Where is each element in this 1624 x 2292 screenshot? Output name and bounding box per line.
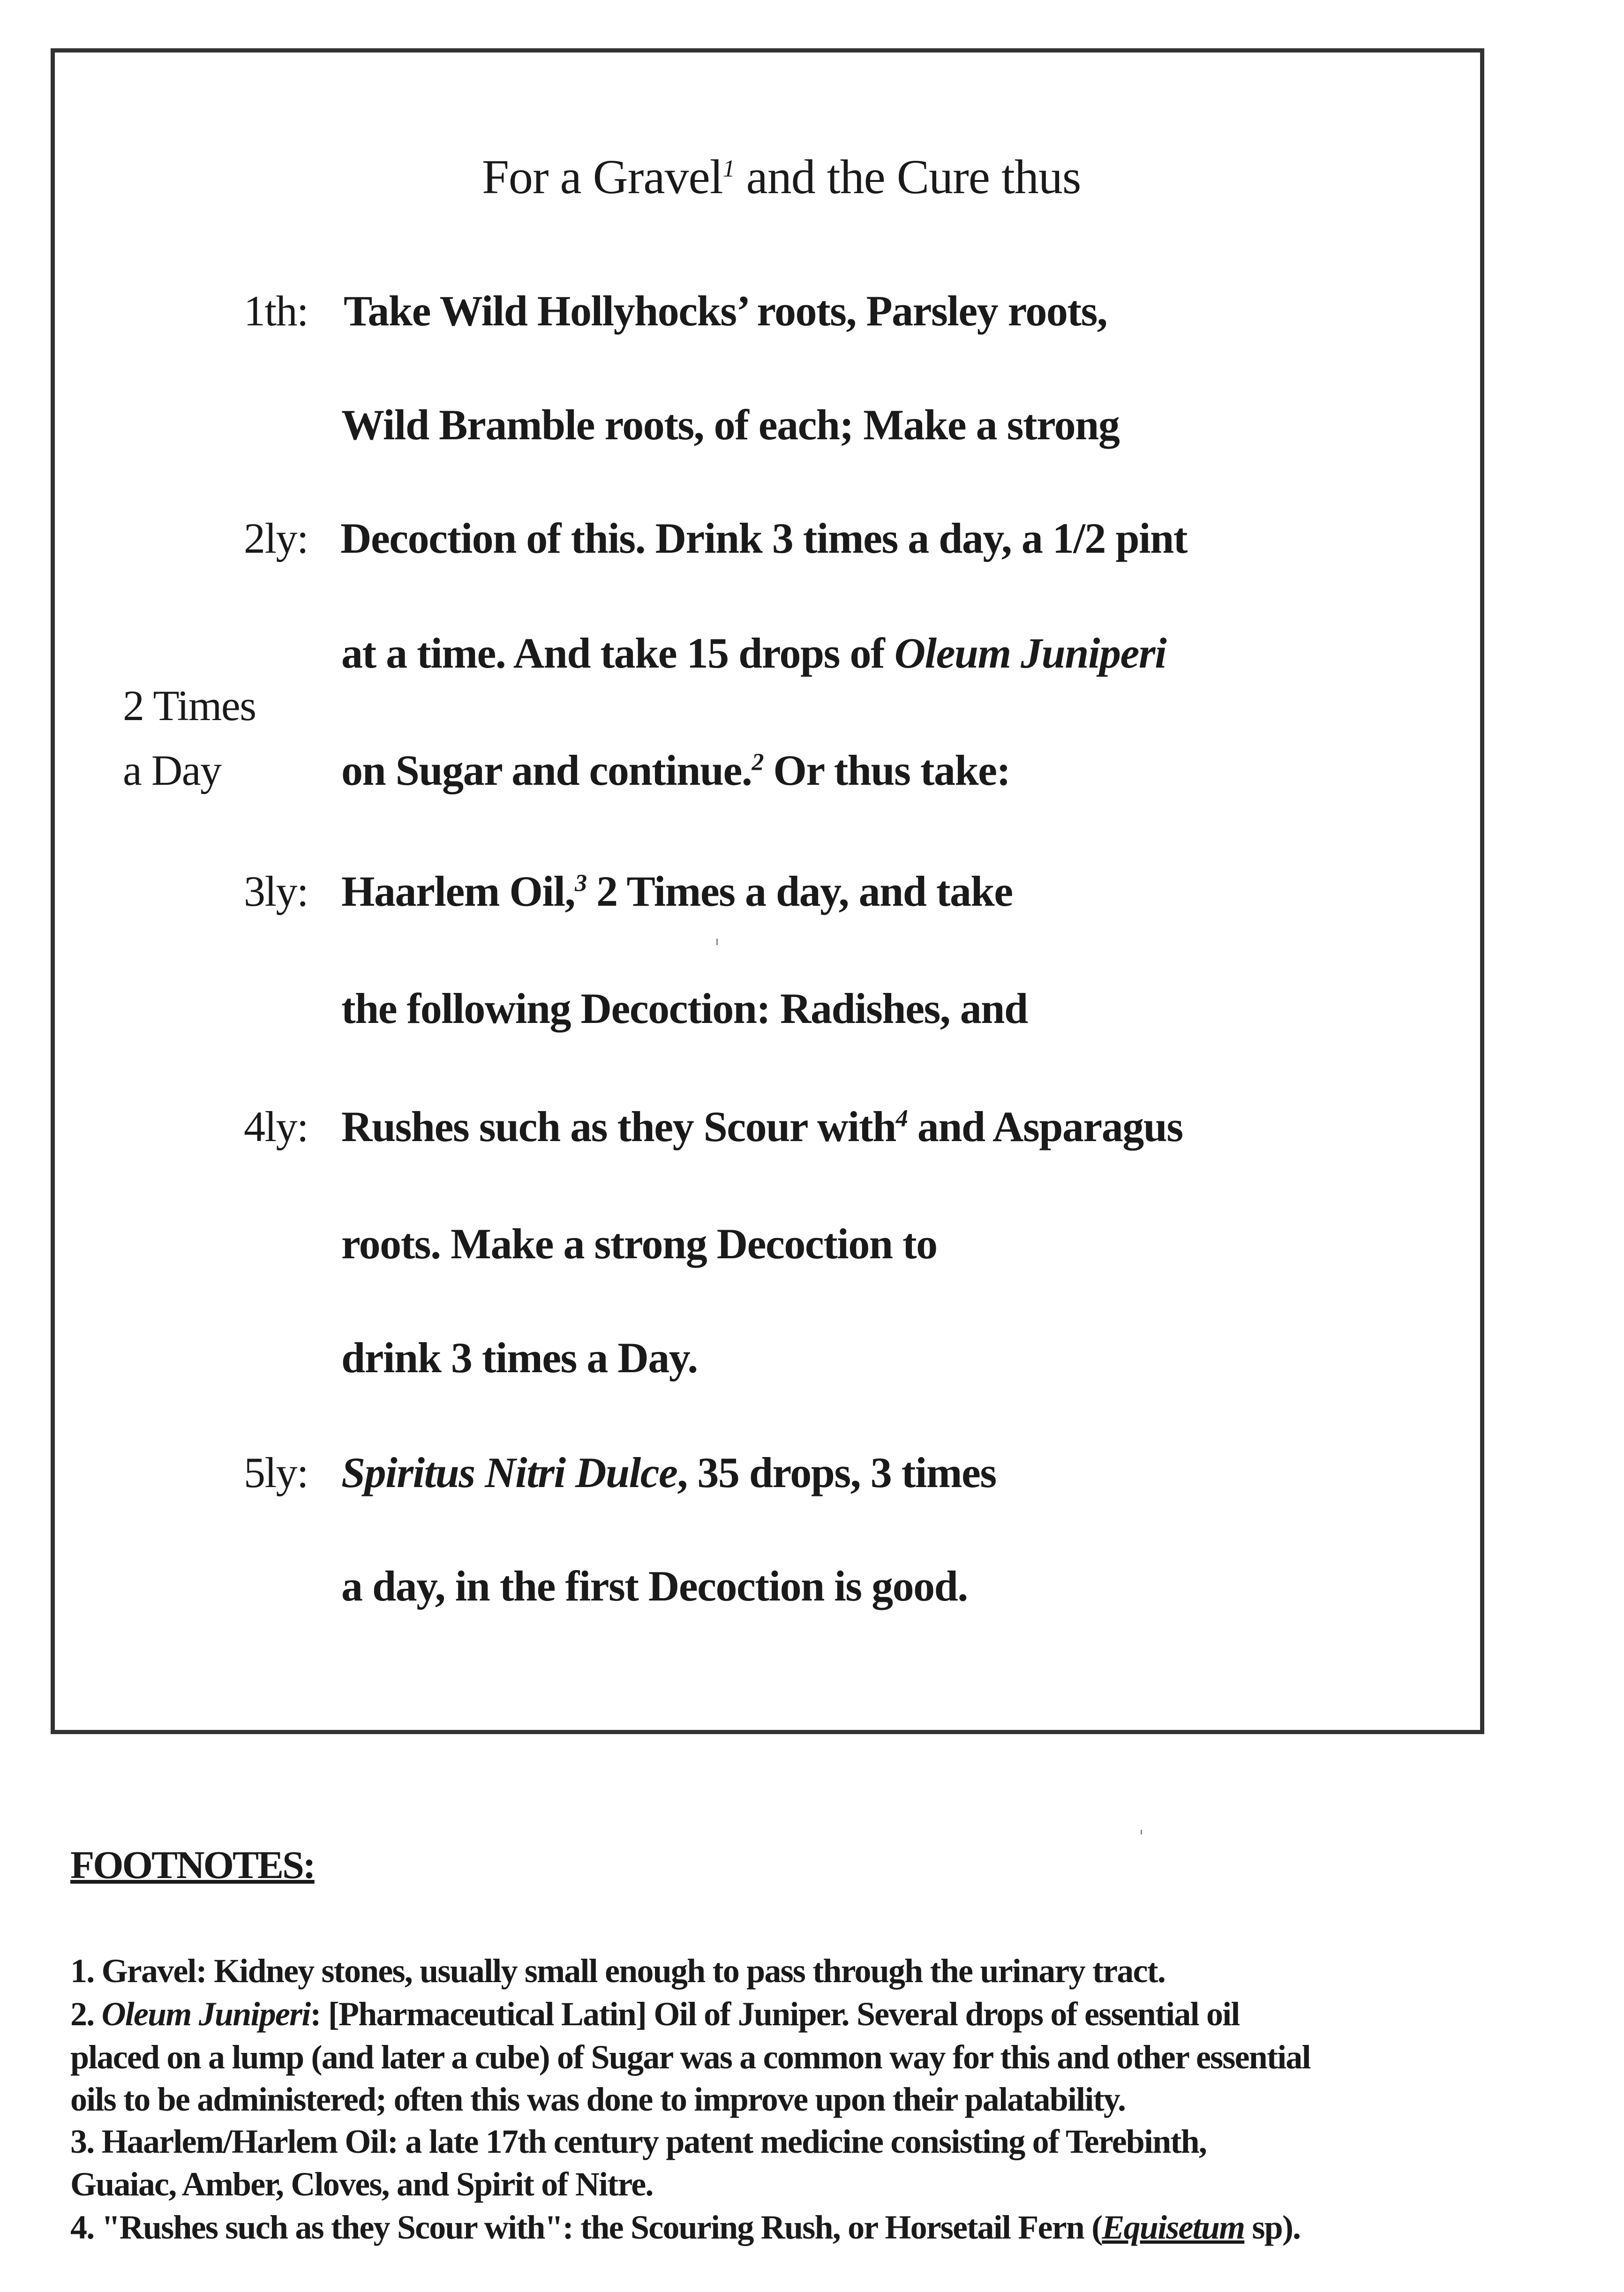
- latin-term: Spiritus Nitri Dulce: [341, 1449, 677, 1496]
- scan-speck: [1141, 1830, 1142, 1834]
- step-line: drink 3 times a Day.: [341, 1334, 698, 1382]
- step-label: 3ly:: [244, 867, 308, 915]
- recipe-title: [482, 149, 1081, 205]
- margin-note-line: a Day: [123, 746, 221, 794]
- title-text: For a Gravel: [482, 150, 723, 204]
- step-line: a day, in the first Decoction is good.: [341, 1562, 968, 1610]
- step-line: Wild Bramble roots, of each; Make a strong: [341, 401, 1120, 449]
- footnote-ref[interactable]: 2: [752, 749, 763, 776]
- step-line: on Sugar and continue.$^2$ Or thus take:: [341, 746, 1010, 794]
- step-line: Haarlem Oil,$^3$ 2 Times a day, and take: [341, 867, 1013, 915]
- step-line: at a time. And take 15 drops of Oleum Juniperi: [341, 629, 1166, 677]
- step-line: roots. Make a strong Decoction to: [341, 1220, 937, 1268]
- footnote-3-cont: Guaiac, Amber, Cloves, and Spirit of Nitre.: [70, 2165, 653, 2203]
- footnote-ref[interactable]: 1: [722, 155, 735, 182]
- scan-speck: [716, 939, 718, 945]
- step-line: the following Decoction: Radishes, and: [341, 984, 1028, 1032]
- footnote-ref[interactable]: 3: [575, 870, 586, 897]
- footnote-1: 1. Gravel: Kidney stones, usually small enough to pass through the urinary tract.: [70, 1952, 1165, 1990]
- step-line: Decoction of this. Drink 3 times a day, a 1/2 pint: [340, 514, 1187, 562]
- title-text-after: and the Cure thus: [734, 150, 1081, 204]
- step-line: Take Wild Hollyhocks’ roots, Parsley roots,: [344, 287, 1107, 335]
- footnote-3: 3. Haarlem/Harlem Oil: a late 17th century patent medicine consisting of Terebinth,: [70, 2123, 1207, 2160]
- footnote-4: 4. "Rushes such as they Scour with": the Scouring Rush, or Horsetail Fern (Equisetum sp).: [70, 2209, 1301, 2246]
- step-line: Rushes such as they Scour with$^4$ and Asparagus: [341, 1103, 1183, 1150]
- footnotes-heading: FOOTNOTES:: [70, 1843, 315, 1887]
- footnote-ref[interactable]: 4: [895, 1105, 908, 1132]
- footnote-2-cont: placed on a lump (and later a cube) of Sugar was a common way for this and other essential: [70, 2038, 1310, 2076]
- footnote-2: 2. Oleum Juniperi: [Pharmaceutical Latin] Oil of Juniper. Several drops of essential oil: [70, 1995, 1240, 2033]
- step-label: 2ly:: [244, 514, 308, 562]
- footnote-2-cont: oils to be administered; often this was done to improve upon their palatability.: [70, 2081, 1126, 2118]
- step-line: Spiritus Nitri Dulce, 35 drops, 3 times: [341, 1449, 996, 1496]
- step-label: 1th:: [244, 287, 308, 335]
- step-label: 4ly:: [244, 1103, 308, 1150]
- latin-term: Oleum Juniperi: [101, 1995, 310, 2033]
- step-label: 5ly:: [244, 1449, 308, 1496]
- latin-term: Oleum Juniperi: [894, 629, 1166, 677]
- margin-note-line: 2 Times: [123, 682, 256, 729]
- latin-term: Equisetum: [1102, 2209, 1245, 2246]
